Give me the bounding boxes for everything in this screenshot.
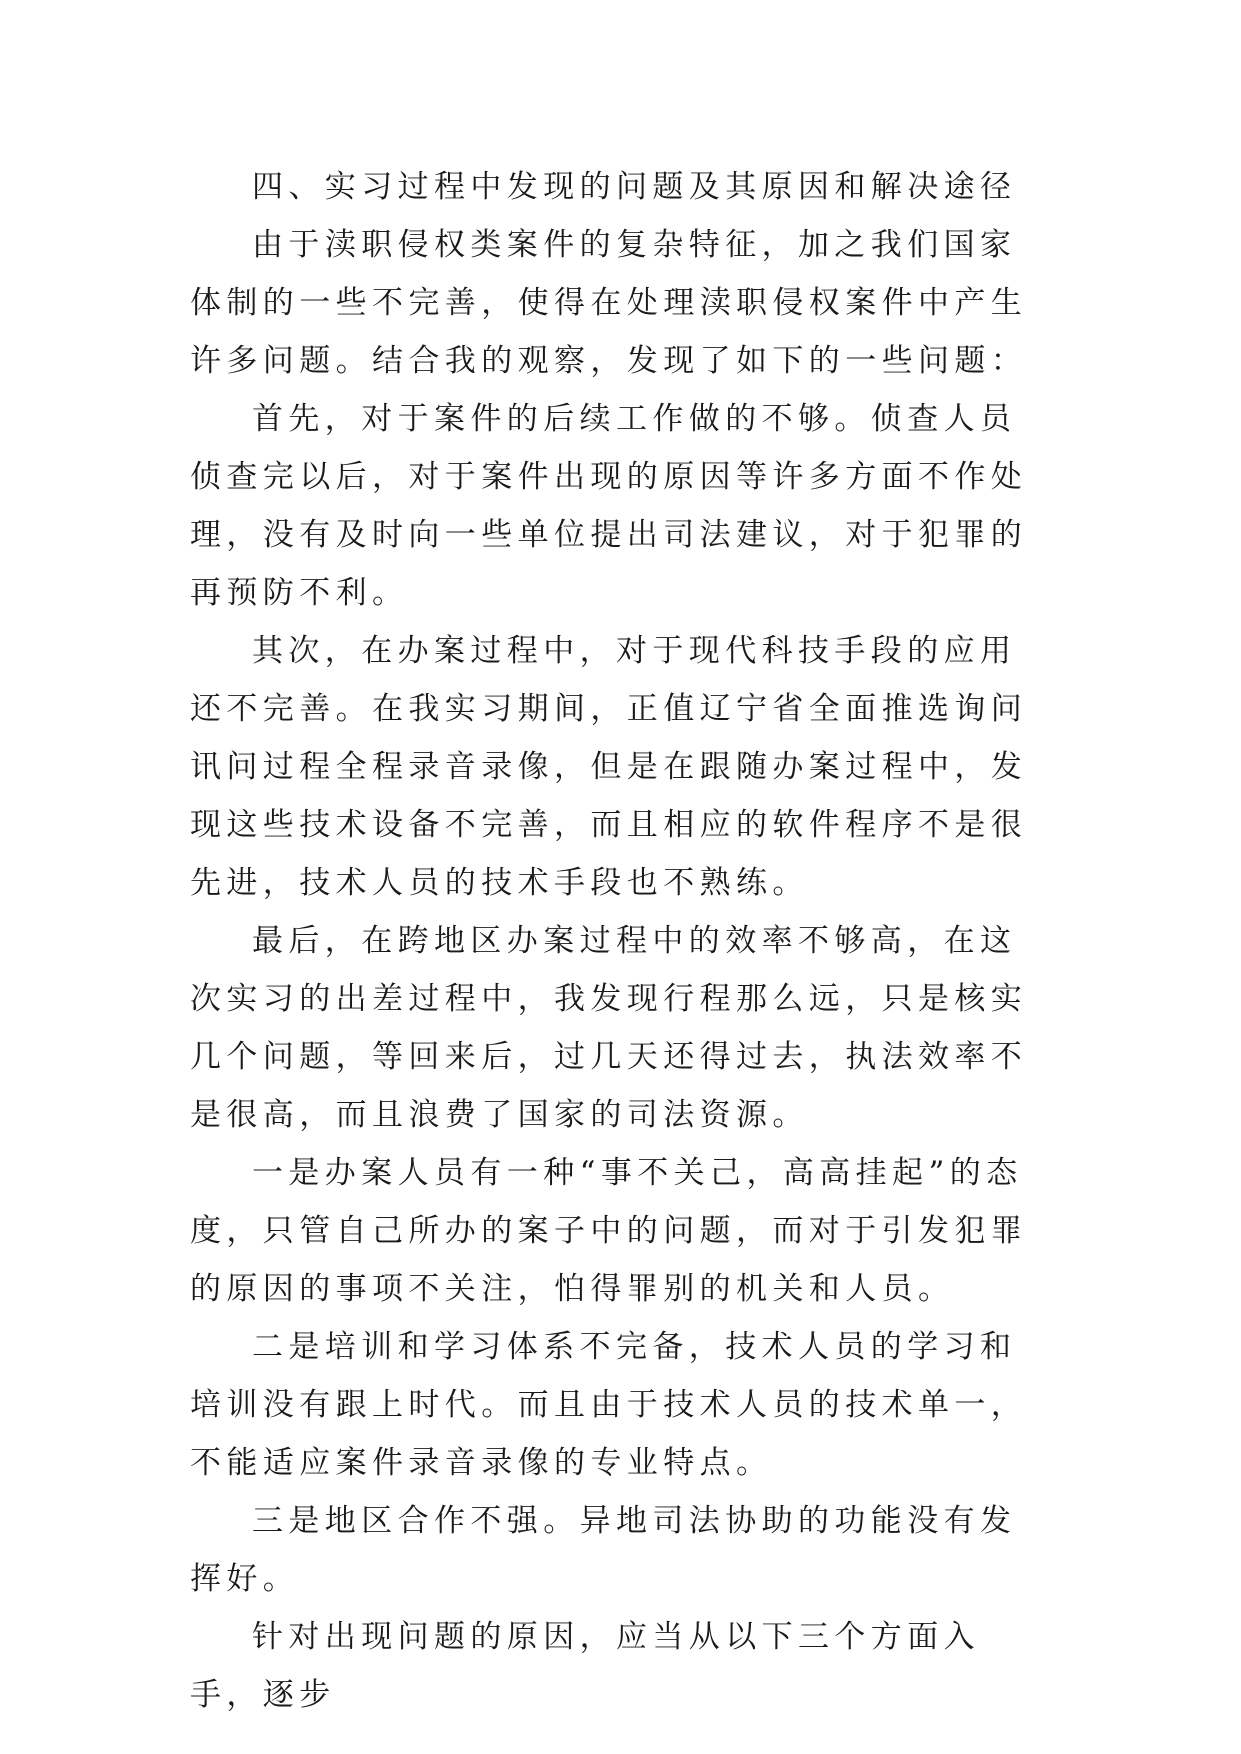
paragraph-third-issue: 最后，在跨地区办案过程中的效率不够高，在这次实习的出差过程中，我发现行程那么远，只是核实几个问题，等回来后，过几天还得过去，执法效率不是很高，而且浪费了国家的司法资源。 [190,923,1028,1133]
paragraph-first-issue: 首先，对于案件的后续工作做的不够。侦查人员侦查完以后，对于案件出现的原因等许多方面不作处理，没有及时向一些单位提出司法建议，对于犯罪的再预防不利。 [190,401,1028,611]
paragraph-cause-three: 三是地区合作不强。异地司法协助的功能没有发挥好。 [190,1503,1017,1597]
paragraph-solutions: 针对出现问题的原因，应当从以下三个方面入手，逐步 [190,1619,980,1713]
section-heading: 四、实习过程中发现的问题及其原因和解决途径 [252,169,1017,205]
paragraph-cause-one: 一是办案人员有一种“事不关己，高高挂起”的态度，只管自己所办的案子中的问题，而对于引发犯罪的原因的事项不关注，怕得罪别的机关和人员。 [190,1155,1028,1307]
document-page [190,158,1050,1724]
paragraph-cause-two: 二是培训和学习体系不完备，技术人员的学习和培训没有跟上时代。而且由于技术人员的技术单一，不能适应案件录音录像的专业特点。 [190,1329,1028,1481]
paragraph-intro: 由于渎职侵权类案件的复杂特征，加之我们国家体制的一些不完善，使得在处理渎职侵权案件中产生许多问题。结合我的观察，发现了如下的一些问题： [190,227,1028,379]
paragraph-second-issue: 其次，在办案过程中，对于现代科技手段的应用还不完善。在我实习期间，正值辽宁省全面推选询问讯问过程全程录音录像，但是在跟随办案过程中，发现这些技术设备不完善，而且相应的软件程序不是很先进，技术人员的技术手段也不熟练。 [190,633,1028,901]
